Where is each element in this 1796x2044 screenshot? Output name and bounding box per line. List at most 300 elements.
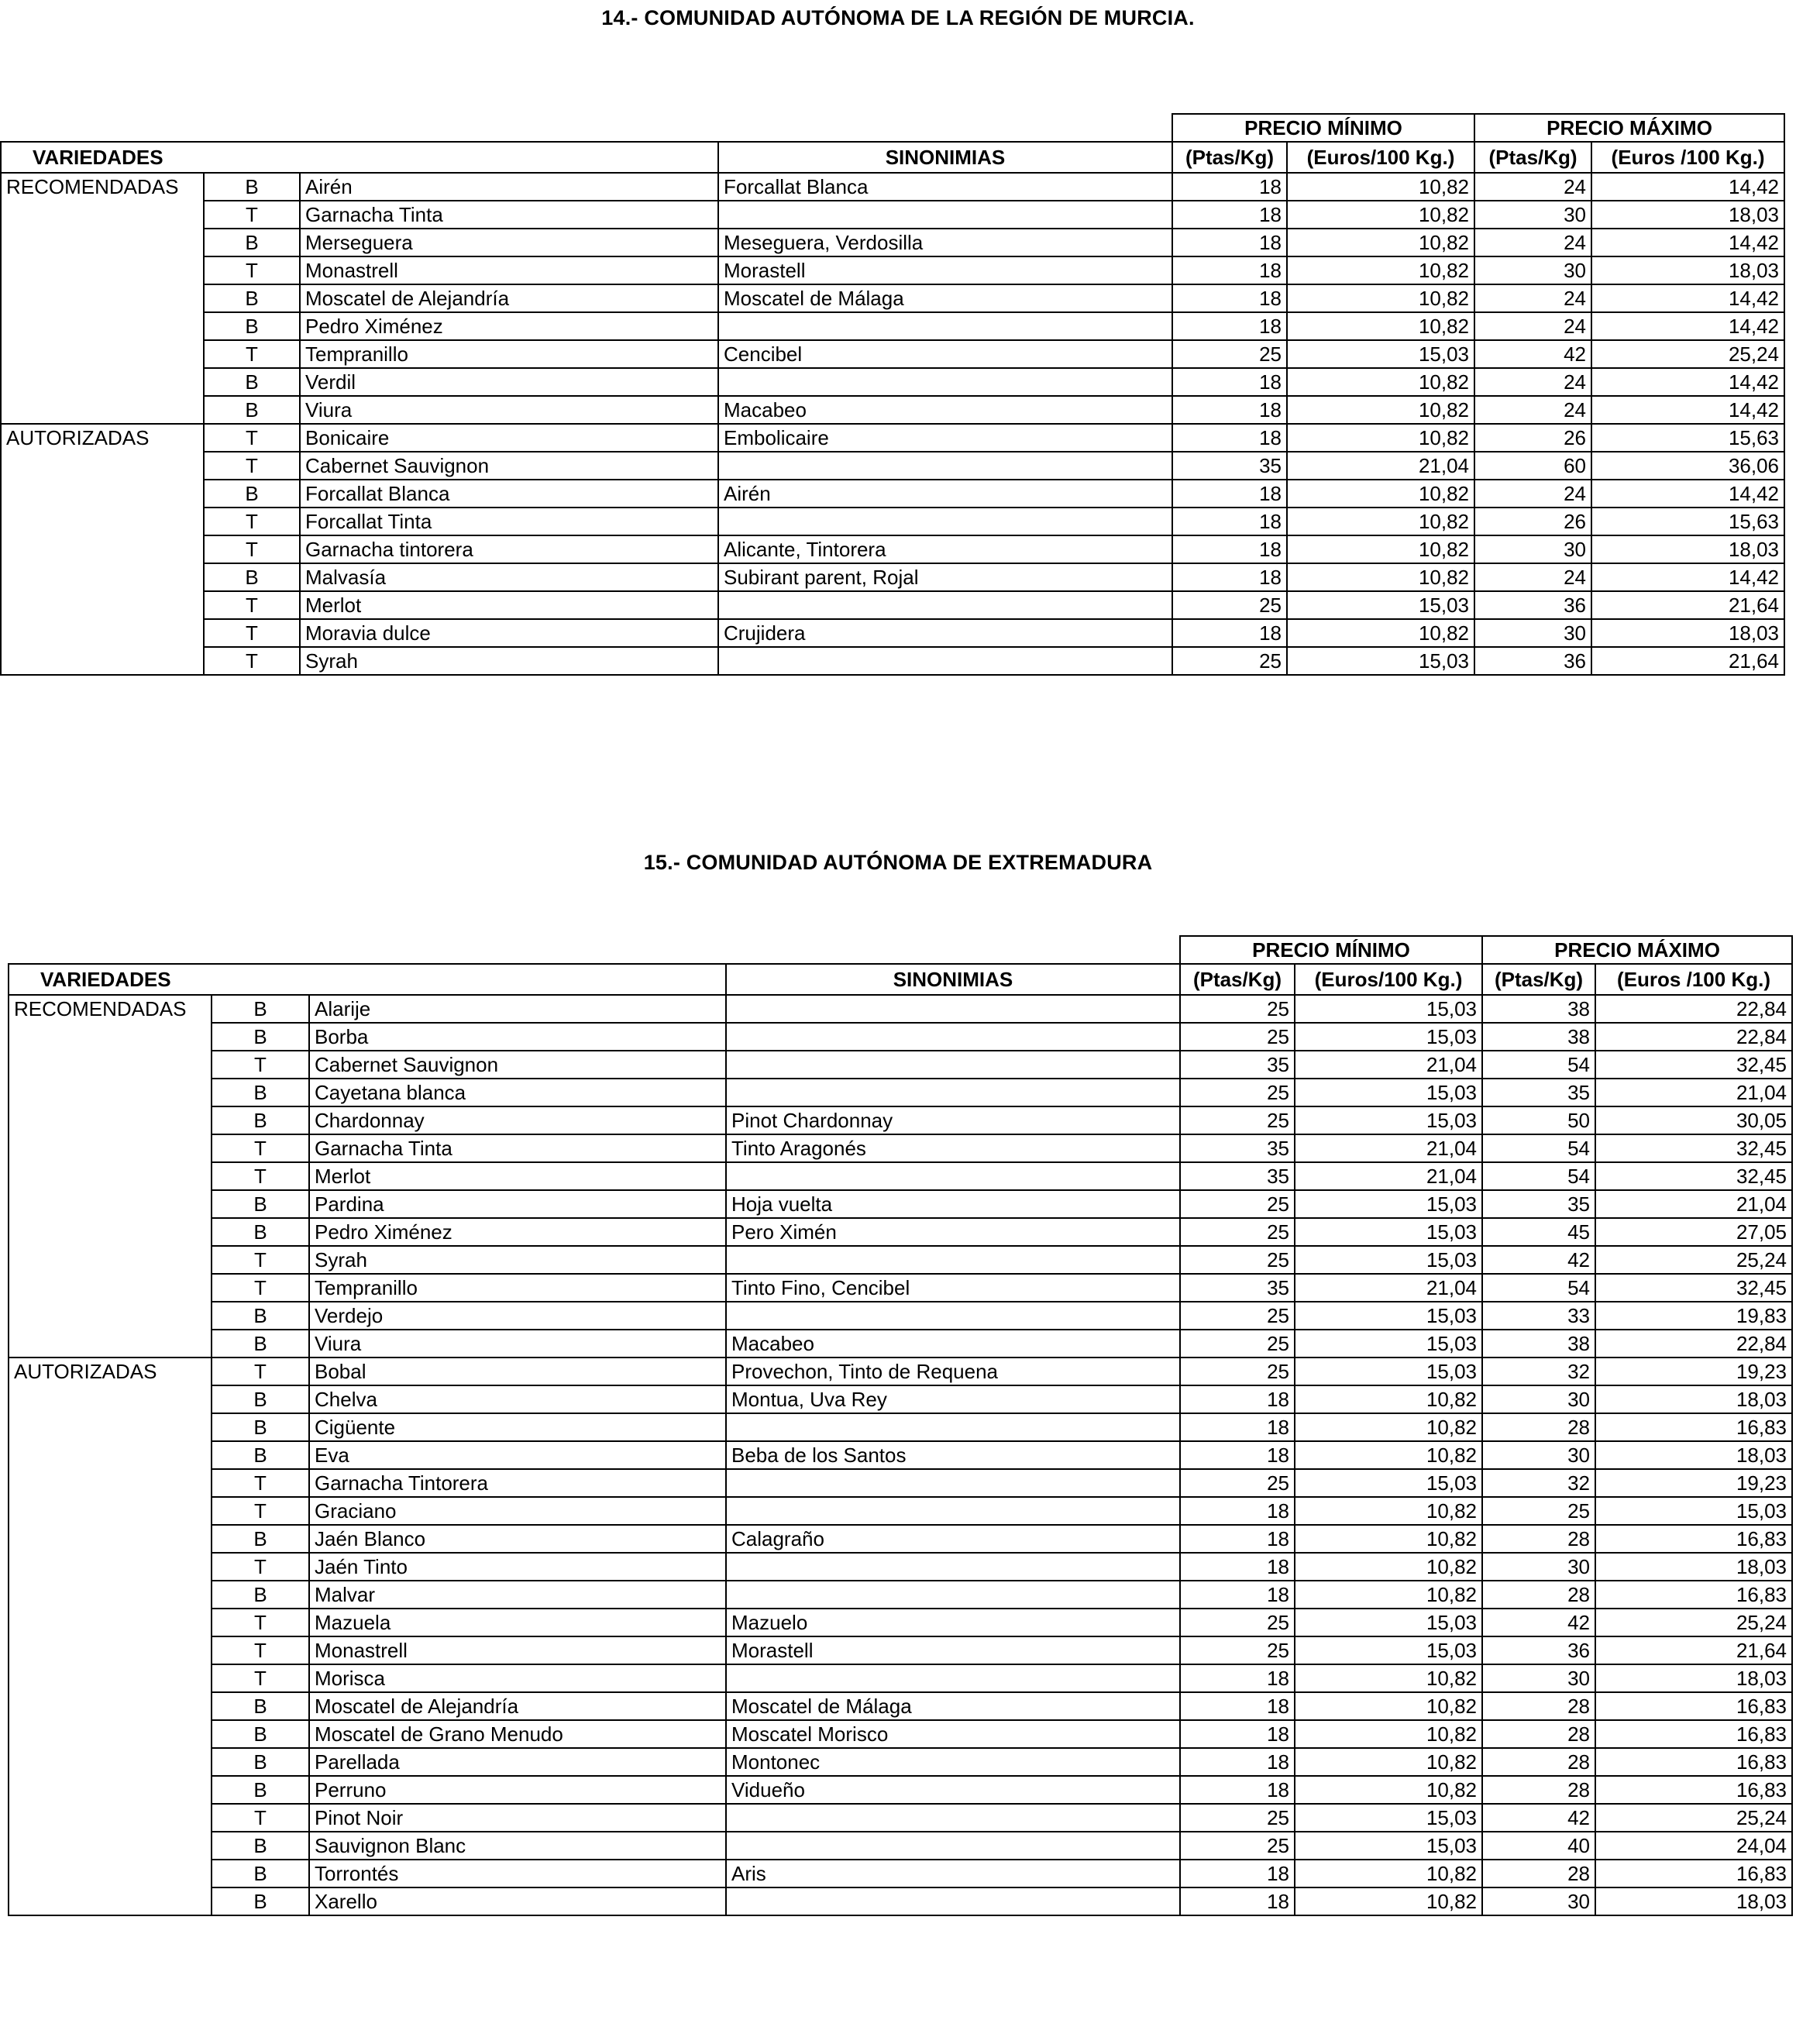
min-euros-cell: 10,82: [1287, 396, 1474, 424]
max-ptas-cell: 30: [1474, 201, 1591, 229]
min-ptas-cell: 35: [1180, 1274, 1295, 1302]
table-row: [9, 1218, 1792, 1246]
column-header-row: [9, 964, 1792, 995]
max-ptas-cell: 28: [1482, 1692, 1595, 1720]
min-euros-cell: 10,82: [1287, 284, 1474, 312]
grape-type-cell: B: [212, 1581, 309, 1609]
max-ptas-cell: 32: [1482, 1358, 1595, 1385]
variety-cell: Forcallat Tinta: [300, 508, 718, 535]
grape-type-cell: B: [212, 1860, 309, 1887]
table-row: [1, 480, 1784, 508]
min-ptas-cell: 25: [1180, 1330, 1295, 1358]
min-ptas-cell: 25: [1180, 1358, 1295, 1385]
min-ptas-cell: 18: [1172, 312, 1287, 340]
max-euros-cell: 27,05: [1595, 1218, 1792, 1246]
min-euros-cell: 21,04: [1295, 1134, 1482, 1162]
grape-type-cell: B: [212, 1330, 309, 1358]
max-ptas-cell: 30: [1474, 619, 1591, 647]
section-title-murcia: 14.- COMUNIDAD AUTÓNOMA DE LA REGIÓN DE MURCIA.: [601, 6, 1195, 29]
variety-cell: Verdejo: [309, 1302, 726, 1330]
grape-type-cell: B: [212, 1106, 309, 1134]
max-euros-cell: 18,03: [1595, 1664, 1792, 1692]
min-ptas-cell: 18: [1172, 508, 1287, 535]
variety-cell: Chelva: [309, 1385, 726, 1413]
min-ptas-cell: 18: [1172, 173, 1287, 201]
grape-type-cell: T: [212, 1051, 309, 1079]
min-ptas-cell: 18: [1180, 1385, 1295, 1413]
grape-type-cell: T: [204, 647, 300, 675]
variety-cell: Bobal: [309, 1358, 726, 1385]
max-ptas-header: (Ptas/Kg): [1482, 964, 1595, 995]
grape-type-cell: T: [212, 1134, 309, 1162]
table-row: [1, 368, 1784, 396]
variety-cell: Malvasía: [300, 563, 718, 591]
synonyms-cell: Provechon, Tinto de Requena: [726, 1358, 1180, 1385]
min-euros-cell: 15,03: [1295, 1358, 1482, 1385]
max-ptas-cell: 38: [1482, 995, 1595, 1023]
synonyms-cell: [718, 647, 1172, 675]
min-euros-cell: 15,03: [1295, 1302, 1482, 1330]
min-ptas-cell: 18: [1180, 1413, 1295, 1441]
price-table-extremadura: [8, 935, 1793, 1916]
table-row: [9, 1162, 1792, 1190]
min-ptas-cell: 18: [1172, 480, 1287, 508]
min-euros-cell: 15,03: [1295, 1804, 1482, 1832]
min-euros-cell: 10,82: [1287, 480, 1474, 508]
grape-type-cell: B: [204, 229, 300, 256]
synonyms-cell: [718, 201, 1172, 229]
min-euros-header: (Euros/100 Kg.): [1295, 964, 1482, 995]
max-euros-header: (Euros /100 Kg.): [1591, 142, 1784, 173]
section-title-extremadura: 15.- COMUNIDAD AUTÓNOMA DE EXTREMADURA: [643, 851, 1153, 874]
category-label: AUTORIZADAS: [9, 1358, 212, 1915]
min-ptas-cell: 25: [1180, 1023, 1295, 1051]
table-row: [9, 1079, 1792, 1106]
synonyms-cell: [726, 1302, 1180, 1330]
max-ptas-cell: 32: [1482, 1469, 1595, 1497]
max-ptas-cell: 24: [1474, 312, 1591, 340]
min-ptas-cell: 35: [1172, 452, 1287, 480]
max-euros-cell: 32,45: [1595, 1162, 1792, 1190]
min-euros-cell: 10,82: [1295, 1692, 1482, 1720]
max-ptas-cell: 60: [1474, 452, 1591, 480]
variety-cell: Graciano: [309, 1497, 726, 1525]
max-euros-cell: 36,06: [1591, 452, 1784, 480]
synonyms-cell: Mazuelo: [726, 1609, 1180, 1636]
max-euros-cell: 18,03: [1591, 256, 1784, 284]
synonyms-cell: Subirant parent, Rojal: [718, 563, 1172, 591]
min-euros-cell: 10,82: [1295, 1441, 1482, 1469]
max-euros-cell: 25,24: [1595, 1804, 1792, 1832]
synonyms-cell: Montua, Uva Rey: [726, 1385, 1180, 1413]
variety-cell: Malvar: [309, 1581, 726, 1609]
table-row: [9, 1497, 1792, 1525]
max-ptas-cell: 42: [1474, 340, 1591, 368]
grape-type-cell: B: [212, 1748, 309, 1776]
min-ptas-cell: 18: [1180, 1441, 1295, 1469]
table-row: [9, 1190, 1792, 1218]
max-ptas-cell: 35: [1482, 1190, 1595, 1218]
max-ptas-cell: 42: [1482, 1246, 1595, 1274]
max-euros-cell: 14,42: [1591, 173, 1784, 201]
table-row: [1, 312, 1784, 340]
min-ptas-cell: 25: [1180, 1190, 1295, 1218]
max-euros-cell: 30,05: [1595, 1106, 1792, 1134]
synonyms-cell: Tinto Fino, Cencibel: [726, 1274, 1180, 1302]
table-row: [9, 1469, 1792, 1497]
max-ptas-cell: 33: [1482, 1302, 1595, 1330]
table-row: [9, 1051, 1792, 1079]
max-euros-cell: 22,84: [1595, 1330, 1792, 1358]
variety-cell: Monastrell: [300, 256, 718, 284]
max-euros-cell: 19,23: [1595, 1469, 1792, 1497]
grape-type-cell: B: [212, 1190, 309, 1218]
max-ptas-cell: 28: [1482, 1720, 1595, 1748]
max-ptas-cell: 30: [1482, 1441, 1595, 1469]
table-row: [9, 1832, 1792, 1860]
max-ptas-cell: 54: [1482, 1051, 1595, 1079]
grape-type-cell: B: [212, 1887, 309, 1915]
max-euros-header: (Euros /100 Kg.): [1595, 964, 1792, 995]
grape-type-cell: B: [212, 1385, 309, 1413]
synonyms-cell: [726, 995, 1180, 1023]
variety-cell: Jaén Tinto: [309, 1553, 726, 1581]
table-row: [1, 424, 1784, 452]
max-euros-cell: 16,83: [1595, 1720, 1792, 1748]
min-euros-cell: 15,03: [1295, 1023, 1482, 1051]
min-ptas-cell: 18: [1180, 1525, 1295, 1553]
synonyms-cell: [726, 1497, 1180, 1525]
table-row: [9, 1106, 1792, 1134]
grape-type-cell: B: [212, 1692, 309, 1720]
max-euros-cell: 15,03: [1595, 1497, 1792, 1525]
variety-cell: Garnacha Tinta: [300, 201, 718, 229]
grape-type-cell: B: [212, 1302, 309, 1330]
synonyms-cell: Vidueño: [726, 1776, 1180, 1804]
varieties-header: VARIEDADES: [9, 964, 726, 995]
max-ptas-cell: 24: [1474, 229, 1591, 256]
min-ptas-cell: 25: [1180, 1636, 1295, 1664]
max-ptas-cell: 38: [1482, 1023, 1595, 1051]
table-row: [9, 1776, 1792, 1804]
min-euros-cell: 10,82: [1287, 312, 1474, 340]
max-euros-cell: 18,03: [1595, 1553, 1792, 1581]
price-group-header-row: [1, 114, 1784, 142]
variety-cell: Sauvignon Blanc: [309, 1832, 726, 1860]
grape-type-cell: T: [212, 1469, 309, 1497]
table-row: [9, 1720, 1792, 1748]
variety-cell: Merseguera: [300, 229, 718, 256]
synonyms-cell: [726, 1413, 1180, 1441]
variety-cell: Cabernet Sauvignon: [300, 452, 718, 480]
min-euros-cell: 15,03: [1295, 1246, 1482, 1274]
max-euros-cell: 18,03: [1591, 535, 1784, 563]
min-euros-cell: 15,03: [1295, 1609, 1482, 1636]
synonyms-cell: Moscatel de Málaga: [718, 284, 1172, 312]
max-ptas-cell: 28: [1482, 1413, 1595, 1441]
min-euros-cell: 10,82: [1295, 1553, 1482, 1581]
grape-type-cell: T: [212, 1274, 309, 1302]
grape-type-cell: B: [212, 1441, 309, 1469]
grape-type-cell: T: [212, 1636, 309, 1664]
max-euros-cell: 14,42: [1591, 284, 1784, 312]
table-row: [1, 340, 1784, 368]
variety-cell: Cigüente: [309, 1413, 726, 1441]
min-euros-cell: 15,03: [1295, 1190, 1482, 1218]
table-row: [9, 1692, 1792, 1720]
synonyms-cell: [726, 1246, 1180, 1274]
synonyms-cell: [718, 591, 1172, 619]
min-euros-cell: 15,03: [1295, 995, 1482, 1023]
grape-type-cell: B: [212, 1218, 309, 1246]
min-ptas-cell: 18: [1180, 1887, 1295, 1915]
min-ptas-cell: 18: [1180, 1581, 1295, 1609]
max-euros-cell: 32,45: [1595, 1051, 1792, 1079]
max-euros-cell: 24,04: [1595, 1832, 1792, 1860]
table-row: [9, 1330, 1792, 1358]
variety-cell: Pedro Ximénez: [309, 1218, 726, 1246]
table-row: [1, 591, 1784, 619]
max-ptas-cell: 26: [1474, 508, 1591, 535]
max-euros-cell: 25,24: [1595, 1609, 1792, 1636]
variety-cell: Viura: [300, 396, 718, 424]
max-price-header: PRECIO MÁXIMO: [1482, 936, 1792, 964]
category-label: AUTORIZADAS: [1, 424, 204, 675]
table-row: [1, 535, 1784, 563]
synonyms-cell: Pinot Chardonnay: [726, 1106, 1180, 1134]
table-row: [9, 1274, 1792, 1302]
min-euros-cell: 15,03: [1295, 1330, 1482, 1358]
table-row: [1, 647, 1784, 675]
max-ptas-cell: 25: [1482, 1497, 1595, 1525]
grape-type-cell: B: [212, 995, 309, 1023]
max-euros-cell: 32,45: [1595, 1274, 1792, 1302]
variety-cell: Xarello: [309, 1887, 726, 1915]
variety-cell: Morisca: [309, 1664, 726, 1692]
variety-cell: Eva: [309, 1441, 726, 1469]
max-ptas-cell: 24: [1474, 173, 1591, 201]
max-ptas-cell: 28: [1482, 1581, 1595, 1609]
grape-type-cell: T: [204, 619, 300, 647]
table-row: [1, 229, 1784, 256]
max-ptas-cell: 30: [1482, 1385, 1595, 1413]
max-euros-cell: 21,04: [1595, 1079, 1792, 1106]
max-ptas-cell: 54: [1482, 1134, 1595, 1162]
min-ptas-cell: 18: [1172, 368, 1287, 396]
table-row: [9, 1553, 1792, 1581]
synonyms-cell: [718, 508, 1172, 535]
variety-cell: Moscatel de Grano Menudo: [309, 1720, 726, 1748]
min-euros-cell: 10,82: [1287, 368, 1474, 396]
min-ptas-header: (Ptas/Kg): [1180, 964, 1295, 995]
min-euros-cell: 15,03: [1287, 340, 1474, 368]
max-ptas-cell: 30: [1474, 256, 1591, 284]
table-row: [9, 1413, 1792, 1441]
table-row: [9, 1804, 1792, 1832]
table-row: [9, 1302, 1792, 1330]
max-ptas-cell: 36: [1474, 647, 1591, 675]
category-label: RECOMENDADAS: [1, 173, 204, 424]
table-row: [1, 256, 1784, 284]
synonyms-cell: Airén: [718, 480, 1172, 508]
category-label: RECOMENDADAS: [9, 995, 212, 1358]
min-euros-cell: 15,03: [1295, 1832, 1482, 1860]
synonyms-cell: [718, 452, 1172, 480]
max-euros-cell: 16,83: [1595, 1748, 1792, 1776]
grape-type-cell: T: [204, 591, 300, 619]
min-ptas-cell: 25: [1180, 1832, 1295, 1860]
min-euros-cell: 10,82: [1287, 619, 1474, 647]
min-ptas-cell: 25: [1172, 340, 1287, 368]
min-ptas-cell: 18: [1172, 229, 1287, 256]
table-row: [9, 1134, 1792, 1162]
synonyms-cell: [726, 1832, 1180, 1860]
max-euros-cell: 25,24: [1595, 1246, 1792, 1274]
min-ptas-cell: 35: [1180, 1162, 1295, 1190]
variety-cell: Cayetana blanca: [309, 1079, 726, 1106]
synonyms-cell: [726, 1051, 1180, 1079]
variety-cell: Tempranillo: [300, 340, 718, 368]
grape-type-cell: T: [204, 256, 300, 284]
header-spacer: [9, 936, 1180, 964]
grape-type-cell: T: [204, 340, 300, 368]
variety-cell: Moscatel de Alejandría: [300, 284, 718, 312]
min-euros-cell: 10,82: [1287, 256, 1474, 284]
min-ptas-cell: 18: [1180, 1860, 1295, 1887]
max-euros-cell: 19,83: [1595, 1302, 1792, 1330]
grape-type-cell: T: [212, 1664, 309, 1692]
variety-cell: Torrontés: [309, 1860, 726, 1887]
variety-cell: Pinot Noir: [309, 1804, 726, 1832]
max-euros-cell: 14,42: [1591, 563, 1784, 591]
synonyms-cell: Calagraño: [726, 1525, 1180, 1553]
variety-cell: Bonicaire: [300, 424, 718, 452]
grape-type-cell: B: [204, 284, 300, 312]
min-ptas-cell: 18: [1180, 1720, 1295, 1748]
table-row: [1, 396, 1784, 424]
synonyms-cell: [718, 368, 1172, 396]
max-euros-cell: 32,45: [1595, 1134, 1792, 1162]
grape-type-cell: T: [212, 1609, 309, 1636]
variety-cell: Garnacha Tintorera: [309, 1469, 726, 1497]
table-row: [9, 1636, 1792, 1664]
synonyms-cell: Forcallat Blanca: [718, 173, 1172, 201]
min-ptas-cell: 18: [1172, 256, 1287, 284]
max-euros-cell: 14,42: [1591, 396, 1784, 424]
max-ptas-cell: 36: [1474, 591, 1591, 619]
table-row: [1, 173, 1784, 201]
max-ptas-cell: 30: [1482, 1887, 1595, 1915]
max-ptas-cell: 28: [1482, 1748, 1595, 1776]
max-ptas-cell: 24: [1474, 480, 1591, 508]
max-euros-cell: 18,03: [1595, 1441, 1792, 1469]
min-euros-cell: 10,82: [1295, 1860, 1482, 1887]
variety-cell: Cabernet Sauvignon: [309, 1051, 726, 1079]
min-euros-cell: 10,82: [1295, 1525, 1482, 1553]
grape-type-cell: B: [204, 368, 300, 396]
max-euros-cell: 19,23: [1595, 1358, 1792, 1385]
min-ptas-cell: 25: [1180, 1609, 1295, 1636]
max-ptas-cell: 30: [1482, 1664, 1595, 1692]
min-euros-cell: 15,03: [1295, 1218, 1482, 1246]
variety-cell: Forcallat Blanca: [300, 480, 718, 508]
min-euros-cell: 10,82: [1287, 535, 1474, 563]
synonyms-cell: [726, 1162, 1180, 1190]
table-row: [9, 1358, 1792, 1385]
variety-cell: Pedro Ximénez: [300, 312, 718, 340]
min-ptas-cell: 18: [1180, 1497, 1295, 1525]
max-ptas-cell: 40: [1482, 1832, 1595, 1860]
min-ptas-cell: 25: [1180, 1218, 1295, 1246]
max-euros-cell: 22,84: [1595, 1023, 1792, 1051]
min-price-header: PRECIO MÍNIMO: [1180, 936, 1482, 964]
variety-cell: Tempranillo: [309, 1274, 726, 1302]
synonyms-cell: [726, 1887, 1180, 1915]
min-euros-cell: 10,82: [1287, 563, 1474, 591]
grape-type-cell: T: [204, 508, 300, 535]
grape-type-cell: B: [204, 563, 300, 591]
table-row: [1, 452, 1784, 480]
table-row: [9, 1023, 1792, 1051]
table-row: [9, 1441, 1792, 1469]
grape-type-cell: B: [212, 1720, 309, 1748]
synonyms-cell: Morastell: [718, 256, 1172, 284]
synonyms-cell: Embolicaire: [718, 424, 1172, 452]
max-ptas-cell: 26: [1474, 424, 1591, 452]
variety-cell: Merlot: [309, 1162, 726, 1190]
max-euros-cell: 16,83: [1595, 1776, 1792, 1804]
max-ptas-cell: 24: [1474, 563, 1591, 591]
min-euros-cell: 21,04: [1287, 452, 1474, 480]
min-euros-cell: 15,03: [1295, 1636, 1482, 1664]
max-ptas-cell: 24: [1474, 368, 1591, 396]
min-ptas-cell: 25: [1172, 647, 1287, 675]
synonyms-cell: Morastell: [726, 1636, 1180, 1664]
synonyms-cell: [718, 312, 1172, 340]
min-euros-cell: 21,04: [1295, 1051, 1482, 1079]
variety-cell: Airén: [300, 173, 718, 201]
synonyms-cell: Moscatel Morisco: [726, 1720, 1180, 1748]
min-euros-cell: 10,82: [1295, 1887, 1482, 1915]
grape-type-cell: T: [212, 1804, 309, 1832]
min-ptas-cell: 35: [1180, 1051, 1295, 1079]
variety-cell: Jaén Blanco: [309, 1525, 726, 1553]
synonyms-cell: Hoja vuelta: [726, 1190, 1180, 1218]
synonyms-cell: Aris: [726, 1860, 1180, 1887]
max-euros-cell: 15,63: [1591, 508, 1784, 535]
max-euros-cell: 21,04: [1595, 1190, 1792, 1218]
max-euros-cell: 18,03: [1595, 1887, 1792, 1915]
grape-type-cell: B: [204, 312, 300, 340]
max-ptas-cell: 50: [1482, 1106, 1595, 1134]
variety-cell: Garnacha Tinta: [309, 1134, 726, 1162]
min-ptas-cell: 25: [1180, 1302, 1295, 1330]
synonyms-cell: Meseguera, Verdosilla: [718, 229, 1172, 256]
max-euros-cell: 16,83: [1595, 1525, 1792, 1553]
max-ptas-cell: 35: [1482, 1079, 1595, 1106]
min-ptas-cell: 18: [1172, 619, 1287, 647]
max-ptas-cell: 42: [1482, 1804, 1595, 1832]
max-euros-cell: 14,42: [1591, 368, 1784, 396]
max-ptas-cell: 28: [1482, 1525, 1595, 1553]
header-spacer: [1, 114, 1172, 142]
variety-cell: Parellada: [309, 1748, 726, 1776]
synonyms-cell: Moscatel de Málaga: [726, 1692, 1180, 1720]
min-euros-cell: 15,03: [1295, 1079, 1482, 1106]
min-ptas-cell: 25: [1180, 1804, 1295, 1832]
min-euros-cell: 21,04: [1295, 1274, 1482, 1302]
price-table-murcia: [0, 113, 1785, 676]
